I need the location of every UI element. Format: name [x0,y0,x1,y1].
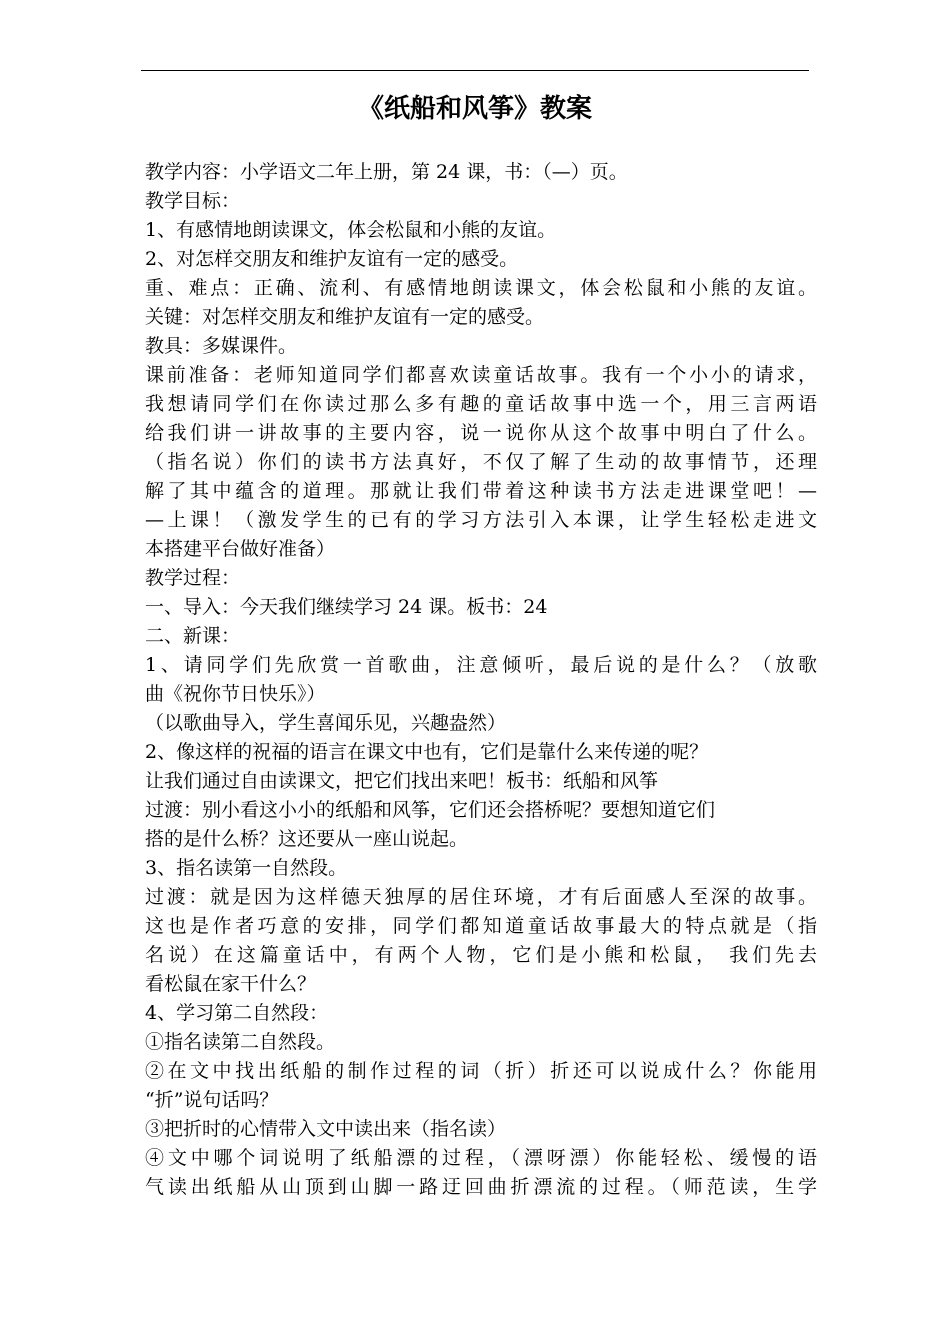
text-line: 这也是作者巧意的安排，同学们都知道童话故事最大的特点就是（指 [145,915,817,937]
text-line: 教具：多媒课件。 [145,335,298,357]
text-line: 我想请同学们在你读过那么多有趣的童话故事中选一个，用三言两语 [145,393,817,415]
document-body [145,158,817,1202]
text-line: 关键：对怎样交朋友和维护友谊有一定的感受。 [145,306,545,328]
text-line: 教学过程： [145,567,241,589]
text-line: 课前准备：老师知道同学们都喜欢读童话故事。我有一个小小的请求， [145,364,817,386]
text-line: 1、有感情地朗读课文，体会松鼠和小熊的友谊。 [145,219,557,241]
text-line: 名说）在这篇童话中，有两个人物，它们是小熊和松鼠， 我们先去 [145,944,817,966]
header-rule [141,70,809,71]
text-line: 本搭建平台做好准备） [145,538,336,560]
document-title: 《纸船和风筝》教案 [357,94,592,124]
text-line: 气读出纸船从山顶到山脚一路迂回曲折漂流的过程。（师范读，生学 [145,1176,817,1198]
text-line: ③把折时的心情带入文中读出来（指名读） [145,1118,507,1140]
text-line: —上课！（激发学生的已有的学习方法引入本课，让学生轻松走进文 [145,509,817,531]
text-line: 教学目标： [145,190,241,212]
text-line: 一、导入：今天我们继续学习 24 课。板书：24 [145,596,548,618]
text-line: 过渡：别小看这小小的纸船和风筝，它们还会搭桥呢？要想知道它们 [145,799,716,821]
text-line: 曲《祝你节日快乐》） [145,683,326,705]
text-line: 给我们讲一讲故事的主要内容，说一说你从这个故事中明白了什么。 [145,422,817,444]
text-line: ④文中哪个词说明了纸船漂的过程，（漂呀漂）你能轻松、缓慢的语 [145,1147,817,1169]
text-line: （以歌曲导入，学生喜闻乐见，兴趣盎然） [145,712,507,734]
text-line: 教学内容：小学语文二年上册，第 24 课，书：（—）页。 [145,161,628,183]
text-line: ②在文中找出纸船的制作过程的词（折）折还可以说成什么？你能用 [145,1060,817,1082]
text-line: 搭的是什么桥？这还要从一座山说起。 [145,828,469,850]
text-line: 1、请同学们先欣赏一首歌曲，注意倾听，最后说的是什么？（放歌 [145,654,817,676]
text-line: 4、学习第二自然段： [145,1002,329,1024]
text-line: 重、难点：正确、流利、有感情地朗读课文，体会松鼠和小熊的友谊。 [145,277,817,299]
text-line: 让我们通过自由读课文，把它们找出来吧！板书：纸船和风筝 [145,770,659,792]
text-line: “折”说句话吗？ [145,1089,279,1111]
text-line: 二、新课： [145,625,241,647]
text-line: 看松鼠在家干什么？ [145,973,317,995]
text-line: （指名说）你们的读书方法真好，不仅了解了生动的故事情节，还理 [145,451,817,473]
text-line: 过渡：就是因为这样德天独厚的居住环境，才有后面感人至深的故事。 [145,886,817,908]
text-line: 2、像这样的祝福的语言在课文中也有，它们是靠什么来传递的呢？ [145,741,709,763]
text-line: 解了其中蕴含的道理。那就让我们带着这种读书方法走进课堂吧！— [145,480,817,502]
text-line: 2、对怎样交朋友和维护友谊有一定的感受。 [145,248,519,270]
text-line: ①指名读第二自然段。 [145,1031,336,1053]
text-line: 3、指名读第一自然段。 [145,857,348,879]
